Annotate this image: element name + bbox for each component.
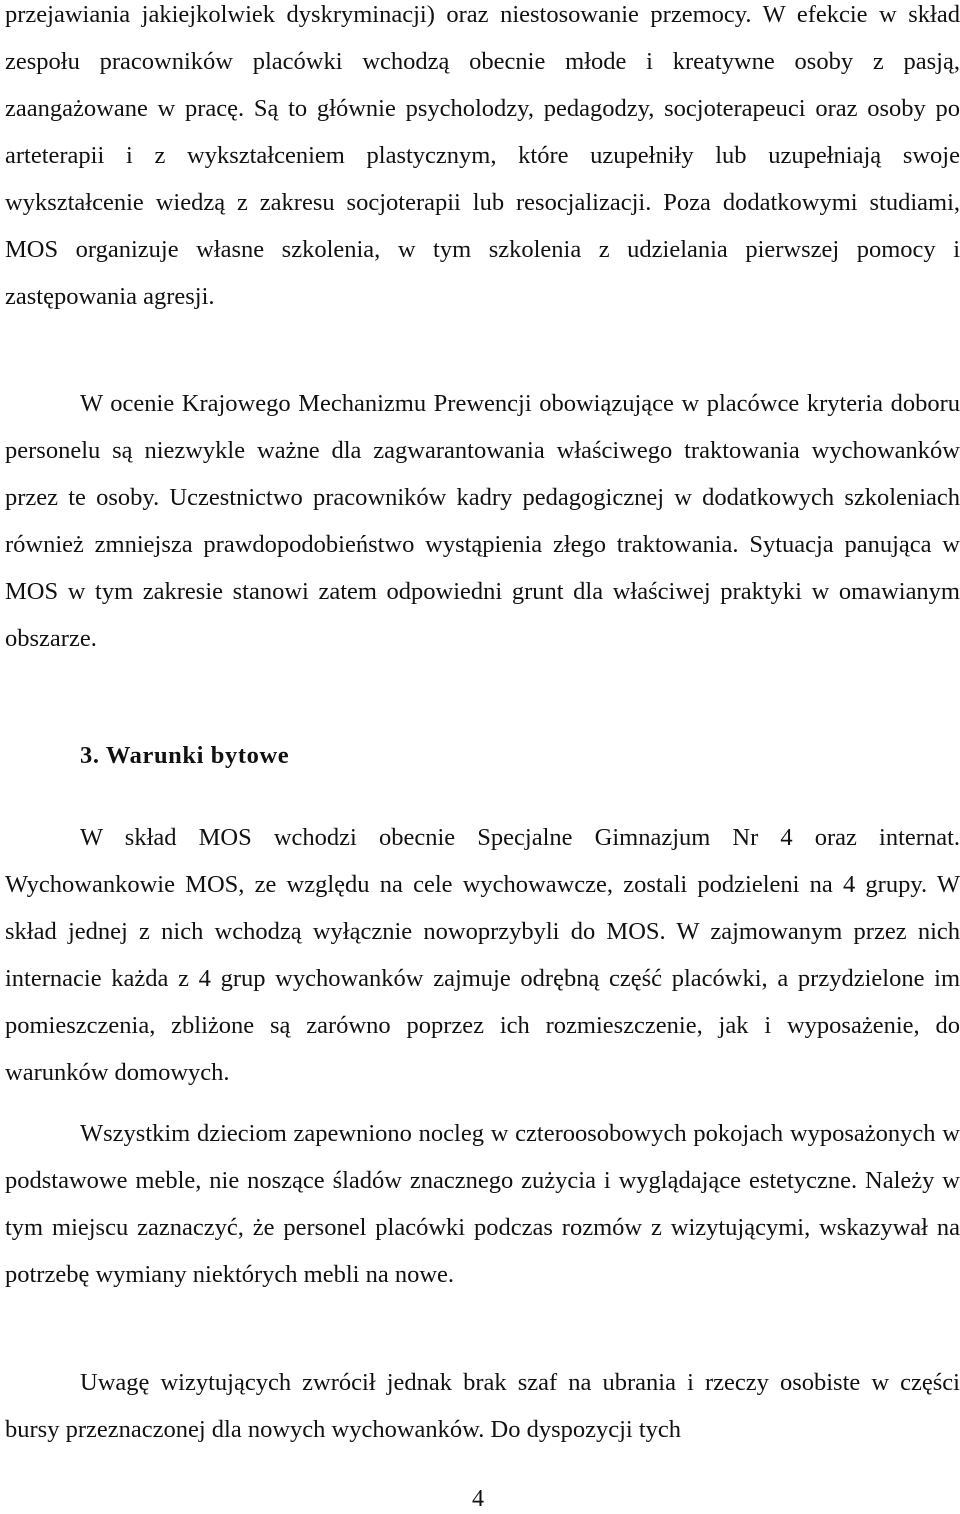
paragraph-kmp-assessment: W ocenie Krajowego Mechanizmu Prewencji obowiązujące w placówce kryteria doboru personelu są niezwykle ważne dla zagwarantowania właściwego traktowania wychowanków przez te osoby. Uczestnictwo pracowników kadry pedagogicznej w dodatkowych szkoleniach również zmniejsza prawdopodobieństwo wystąpienia złego traktowania. Sytuacja panująca w MOS w tym zakresie stanowi zatem odpowiedni grunt dla właściwej praktyki w omawianym obszarze. — [5, 390, 960, 652]
paragraph-mos-structure: W skład MOS wchodzi obecnie Specjalne Gimnazjum Nr 4 oraz internat. Wychowankowie MOS, ze względu na cele wychowawcze, zostali podzieleni na 4 grupy. W skład jednej z nich wchodzą wyłącznie nowoprzybyli do MOS. W zajmowanym przez nich internacie każda z 4 grup wychowanków zajmuje odrębną część placówki, a przydzielone im pomieszczenia, zbliżone są zarówno poprzez ich rozmieszczenie, jak i wyposażenie, do warunków domowych. — [5, 824, 960, 1086]
section-number: 3. — [80, 742, 100, 769]
section-title: Warunki bytowe — [105, 742, 290, 769]
paragraph-bedrooms: Wszystkim dzieciom zapewniono nocleg w czteroosobowych pokojach wyposażonych w podstawowe meble, nie noszące śladów znacznego zużycia i wyglądające estetyczne. Należy w tym miejscu zaznaczyć, że personel placówki podczas rozmów z wizytującymi, wskazywał na potrzebę wymiany niektórych mebli na nowe. — [5, 1120, 960, 1288]
paragraph-staff-training: przejawiania jakiejkolwiek dyskryminacji) oraz niestosowanie przemocy. W efekcie w skład zespołu pracowników placówki wchodzą obecnie młode i kreatywne osoby z pasją, zaangażowane w pracę. Są to głównie psycholodzy, pedagodzy, socjoterapeuci oraz osoby po arteterapii i z wykształceniem plastycznym, które uzupełniły lub uzupełniają swoje wykształcenie wiedzą z zakresu socjoterapii lub resocjalizacji. Poza dodatkowymi studiami, MOS organizuje własne szkolenia, w tym szkolenia z udzielania pierwszej pomocy i zastępowania agresji. — [5, 1, 960, 310]
paragraph-wardrobes: Uwagę wizytujących zwrócił jednak brak szaf na ubrania i rzeczy osobiste w części bursy przeznaczonej dla nowych wychowanków. Do dyspozycji tych — [5, 1369, 960, 1443]
section-heading — [80, 742, 289, 770]
page-number: 4 — [472, 1486, 484, 1512]
